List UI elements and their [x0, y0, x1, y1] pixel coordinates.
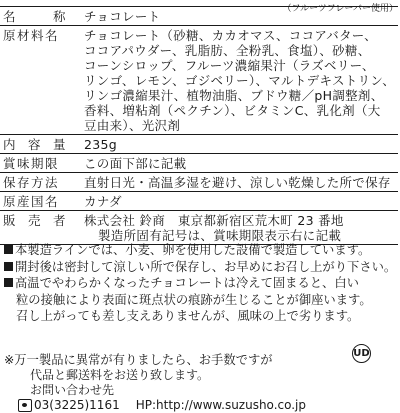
ingredients-line: 香料、増粘剤（ペクチン）、ビタミンC、乳化剤（大	[84, 103, 381, 118]
best-before-key: 賞味期限	[3, 156, 60, 171]
contact-block	[4, 353, 398, 413]
note-line: 高温でやわらかくなったチョコレートは冷えて固まると、白い	[4, 275, 398, 292]
content-row	[0, 135, 398, 154]
name-row	[0, 7, 398, 26]
product-label-table	[0, 6, 398, 245]
ingredients-row	[0, 26, 398, 135]
content-value: 235g	[84, 137, 117, 152]
name-value: チョコレート	[84, 9, 161, 24]
seller-key: 販 売 者	[3, 213, 67, 228]
note-line: 本製造ラインでは、小麦、卵を使用した設備で製造しています。	[4, 242, 398, 259]
ingredients-key: 原材料名	[3, 28, 60, 43]
square-bullet-icon	[4, 245, 13, 254]
phone-icon	[18, 399, 32, 412]
ingredients-line: ココアパウダー、乳脂肪、全粉乳、食塩）、砂糖、	[84, 43, 371, 58]
ingredients-line: 豆由来）、光沢剤	[84, 118, 181, 133]
name-key: 名 称	[3, 9, 67, 24]
storage-value: 直射日光・高温多湿を避け、涼しい乾燥した所で保存	[84, 175, 391, 190]
best-before-value: この面下部に記載	[84, 156, 187, 171]
seller-line: 製造所固有記号は、賞味期限表示右に記載	[98, 228, 342, 243]
flavor-note: （フルーツフレーバー使用）	[282, 4, 398, 14]
content-key: 内 容 量	[3, 137, 67, 152]
storage-row	[0, 173, 398, 192]
ingredients-line: チョコレート（砂糖、カカオマス、ココアバター、	[84, 28, 377, 43]
contact-line: ※万一製品に異常が有りましたら、お手数ですが	[4, 353, 273, 367]
seller-value	[72, 211, 398, 244]
contact-line: 代品と郵送料をお送り致します。	[30, 368, 210, 382]
ingredients-line: リンゴ濃縮果汁、植物油脂、ブドウ糖／pH調整剤、	[84, 88, 384, 103]
phone-row	[4, 398, 398, 413]
phone-number: 03(3225)1161	[34, 398, 120, 412]
ingredients-value	[72, 26, 398, 134]
best-before-row	[0, 154, 398, 173]
note-line: 開封後は密封して涼しい所で保存し、お早めにお召し上がり下さい。	[4, 259, 398, 276]
seller-row	[0, 211, 398, 245]
ingredients-line: コーンシロップ、フルーツ濃縮果汁（ラズベリー、	[84, 58, 375, 73]
caution-notes	[4, 242, 398, 325]
homepage-url: HP:http://www.suzusho.co.jp	[135, 398, 306, 412]
note-line: 召し上がっても差し支えありませんが、風味の上で劣ります。	[16, 309, 360, 324]
contact-line: お問い合わせ先	[30, 383, 115, 397]
note-line: 粒の接触により表面に斑点状の痕跡が生じることが御座います。	[16, 292, 372, 307]
square-bullet-icon	[4, 278, 13, 287]
square-bullet-icon	[4, 262, 13, 271]
seller-line: 株式会社 鈴商 東京都新宿区荒木町 23 番地	[84, 213, 344, 228]
ud-mark-icon: UD	[352, 344, 371, 363]
ingredients-line: リンゴ、レモン、ゴジベリー）、マルトデキストリン、	[84, 73, 396, 88]
origin-value: カナダ	[84, 194, 122, 209]
storage-key: 保存方法	[3, 175, 60, 190]
origin-key: 原産国名	[3, 194, 60, 209]
origin-row	[0, 192, 398, 211]
